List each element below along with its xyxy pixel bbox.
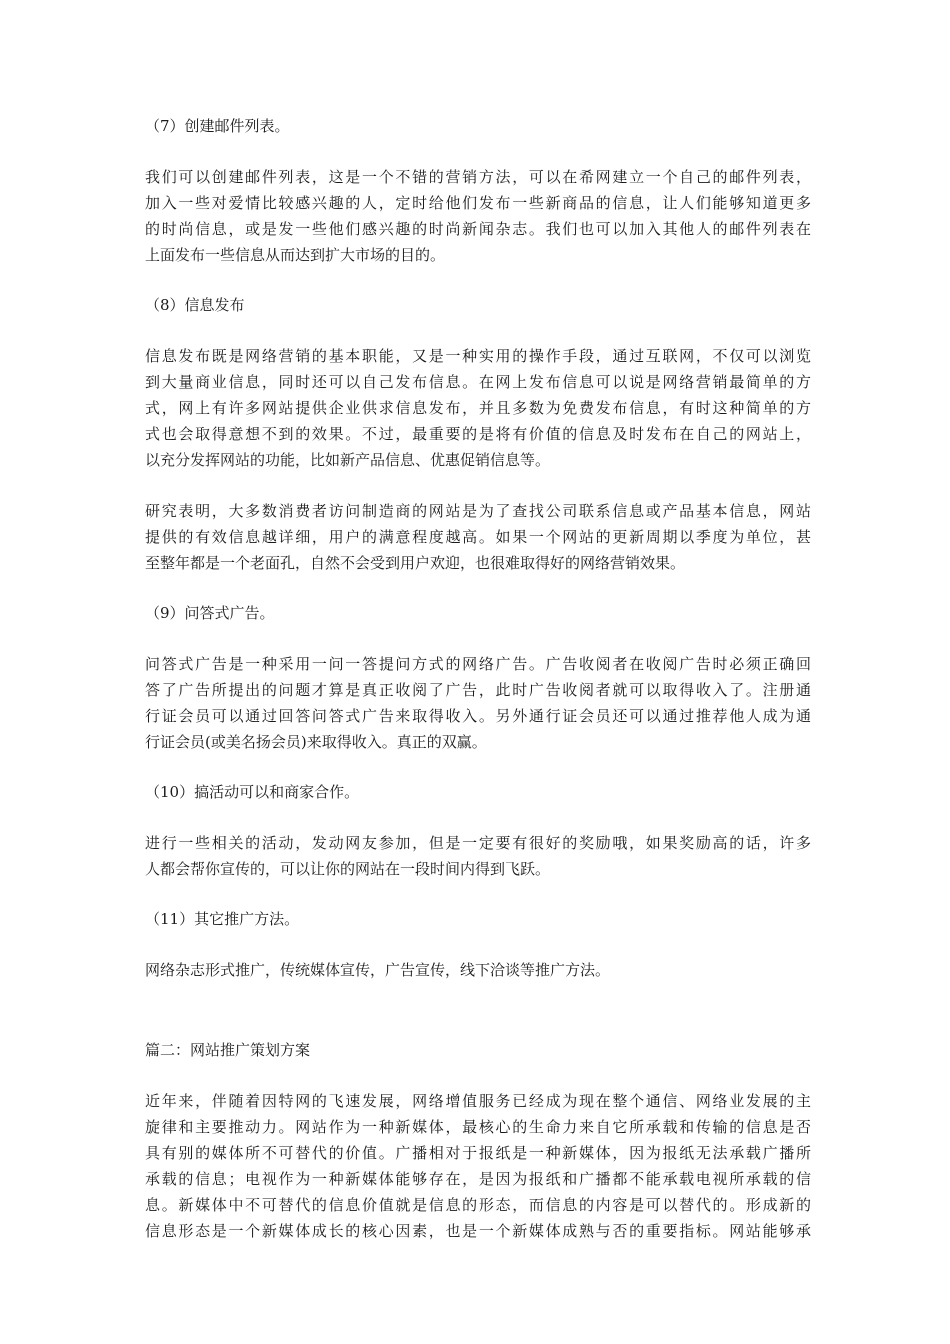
text-line: 上面发布一些信息从而达到扩大市场的目的。: [145, 246, 446, 264]
text-line: 的时尚信息，或是发一些他们感兴趣的时尚新闻杂志。我们也可以加入其他人的邮件列表在: [145, 220, 811, 238]
text-line: 加入一些对爱情比较感兴趣的人，定时给他们发布一些新商品的信息，让人们能够知道更多: [145, 194, 811, 212]
text-line: 式，网上有许多网站提供企业供求信息发布，并且多数为免费发布信息，有时这种简单的方: [145, 399, 811, 417]
heading-7: （7）创建邮件列表。: [145, 117, 290, 135]
text-line: 问答式广告是一种采用一问一答提问方式的网络广告。广告收阅者在收阅广告时必须正确回: [145, 655, 811, 673]
text-line: 信息发布既是网络营销的基本职能，又是一种实用的操作手段，通过互联网，不仅可以浏览: [145, 347, 811, 365]
document-page: [145, 114, 811, 1269]
heading-part-2: 篇二：网站推广策划方案: [145, 1041, 311, 1059]
text-line: 承载的信息；电视作为一种新媒体能够存在，是因为报纸和广播都不能承载电视所承载的信: [145, 1170, 811, 1188]
text-line: 提供的有效信息越详细，用户的满意程度越高。如果一个网站的更新周期以季度为单位，甚: [145, 528, 811, 546]
section-gap: [145, 1008, 811, 1038]
paragraph-9: [145, 651, 811, 755]
text-line: 息。新媒体中不可替代的信息价值就是信息的形态，而信息的内容是可以替代的。形成新的: [145, 1196, 811, 1214]
paragraph-7: [145, 164, 811, 268]
text-line: 进行一些相关的活动，发动网友参加，但是一定要有很好的奖励哦，如果奖励高的话，许多: [145, 834, 811, 852]
heading-11: （11）其它推广方法。: [145, 910, 300, 928]
paragraph-11: [145, 957, 811, 983]
text-line: 近年来，伴随着因特网的飞速发展，网络增值服务已经成为现在整个通信、网络业发展的主: [145, 1092, 811, 1110]
text-line: 以充分发挥网站的功能，比如新产品信息、优惠促销信息等。: [145, 451, 551, 469]
text-line: 网络杂志形式推广，传统媒体宣传，广告宣传，线下洽谈等推广方法。: [145, 961, 611, 979]
text-line: 答了广告所提出的问题才算是真正收阅了广告，此时广告收阅者就可以取得收入了。注册通: [145, 681, 811, 699]
paragraph-part-2: [145, 1088, 811, 1244]
text-line: 至整年都是一个老面孔，自然不会受到用户欢迎，也很难取得好的网络营销效果。: [145, 554, 686, 572]
text-line: 人都会帮你宣传的，可以让你的网站在一段时间内得到飞跃。: [145, 860, 551, 878]
text-line: 行证会员(或美名扬会员)来取得收入。真正的双赢。: [145, 733, 487, 751]
text-line: 行证会员可以通过回答问答式广告来取得收入。另外通行证会员还可以通过推荐他人成为通: [145, 707, 811, 725]
text-line: 研究表明，大多数消费者访问制造商的网站是为了查找公司联系信息或产品基本信息，网站: [145, 502, 811, 520]
text-line: 我们可以创建邮件列表，这是一个不错的营销方法，可以在希网建立一个自己的邮件列表，: [145, 168, 811, 186]
text-line: 到大量商业信息，同时还可以自己发布信息。在网上发布信息可以说是网络营销最简单的方: [145, 373, 811, 391]
paragraph-10: [145, 830, 811, 882]
text-line: 式也会取得意想不到的效果。不过，最重要的是将有价值的信息及时发布在自己的网站上，: [145, 425, 811, 443]
text-line: 旋律和主要推动力。网站作为一种新媒体，最核心的生命力来自它所承载和传输的信息是否: [145, 1118, 811, 1136]
paragraph-8b: [145, 498, 811, 576]
text-line: 具有别的媒体所不可替代的价值。广播相对于报纸是一种新媒体，因为报纸无法承载广播所: [145, 1144, 811, 1162]
paragraph-8a: [145, 343, 811, 473]
heading-8: （8）信息发布: [145, 296, 245, 314]
heading-10: （10）搞活动可以和商家合作。: [145, 783, 360, 801]
text-line: 信息形态是一个新媒体成长的核心因素，也是一个新媒体成熟与否的重要指标。网站能够承: [145, 1222, 811, 1240]
heading-9: （9）问答式广告。: [145, 604, 275, 622]
